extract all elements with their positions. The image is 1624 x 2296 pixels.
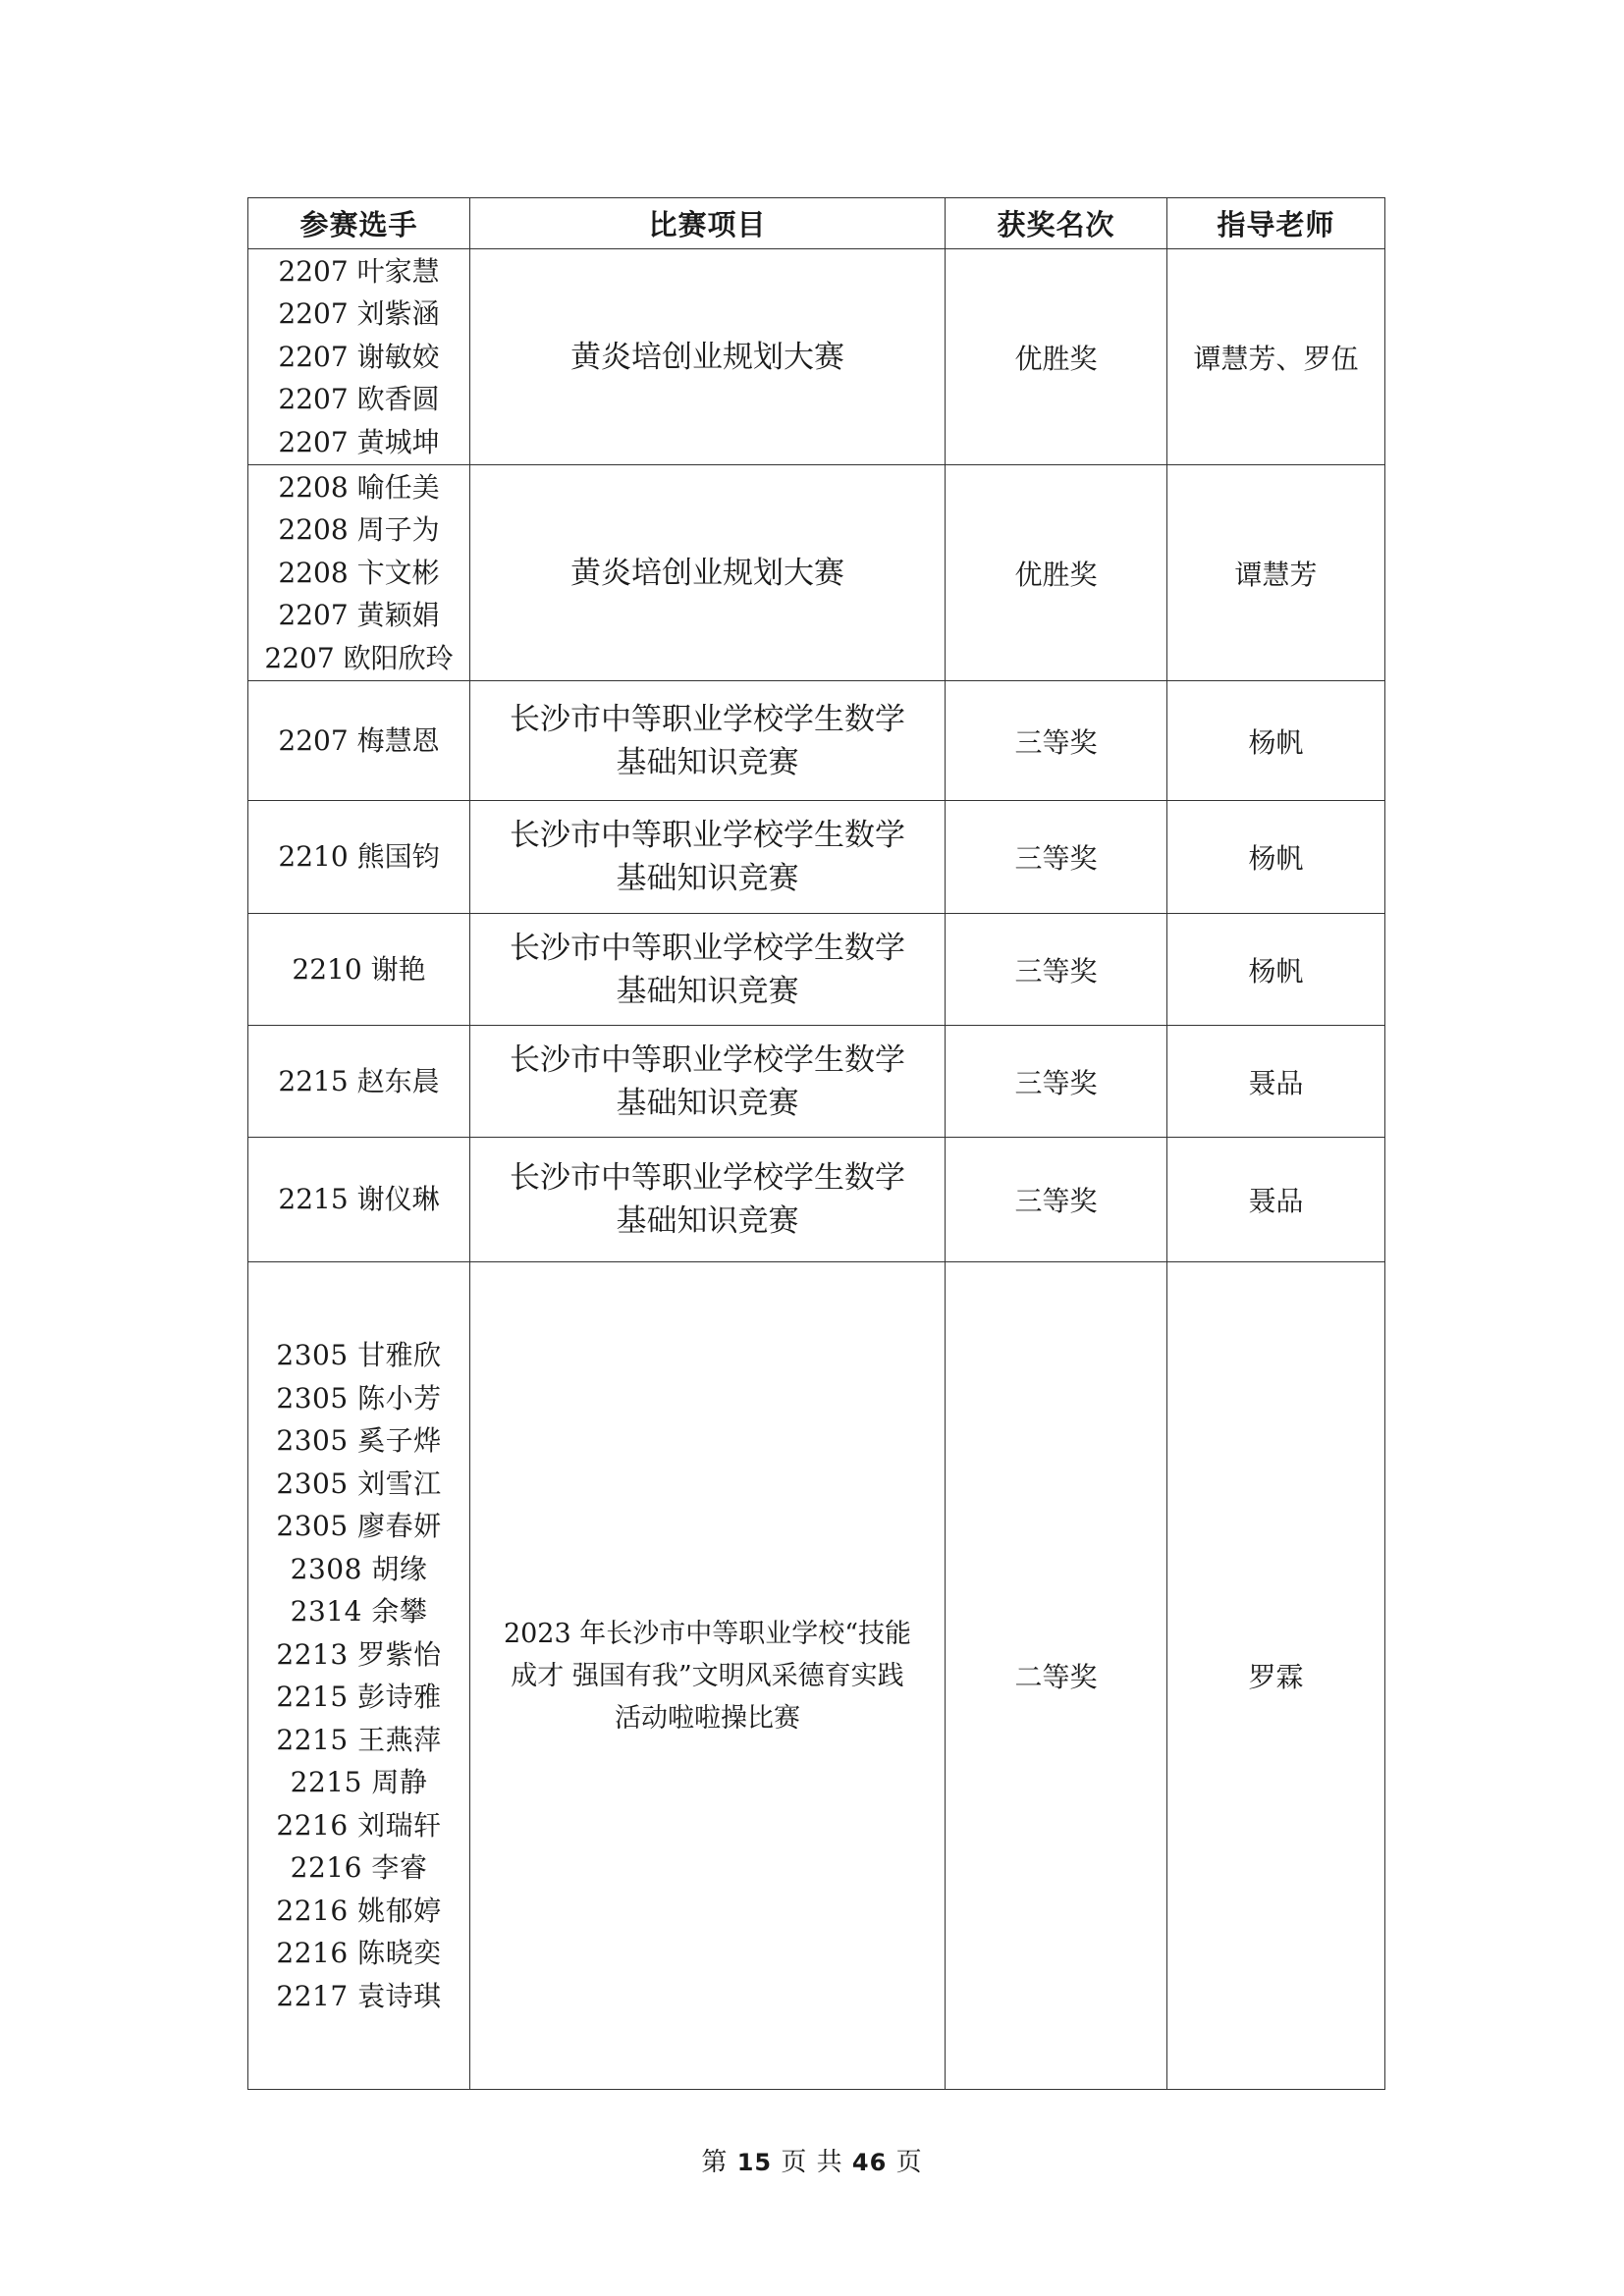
table-row [248,249,1385,465]
participants-cell [248,249,470,465]
participant-name: 2210 熊国钧 [278,840,440,874]
footer-prefix: 第 [701,2148,729,2177]
participant-name: 2216 李睿 [290,1851,428,1884]
project-cell [470,465,946,681]
participant-name: 2305 陈小芳 [276,1381,442,1415]
project-cell [470,1262,946,2090]
participant-name: 2308 胡缘 [290,1552,428,1585]
project-line: 2023 年长沙市中等职业学校“技能 [503,1618,912,1649]
header-participants: 参赛选手 [248,198,470,249]
teacher-cell: 杨帆 [1167,914,1385,1026]
project-line: 基础知识竞赛 [616,744,799,780]
project-cell [470,914,946,1026]
participant-name: 2207 叶家慧 [278,254,440,288]
project-line: 成才 强国有我”文明风采德育实践 [511,1660,904,1691]
participant-name: 2216 陈晓奕 [276,1937,442,1969]
project-line: 活动啦啦操比赛 [615,1702,800,1734]
project-cell [470,801,946,914]
participant-name: 2208 喻任美 [278,470,440,504]
project-line: 基础知识竞赛 [616,1203,799,1239]
project-line: 长沙市中等职业学校学生数学 [510,818,905,853]
page-footer [0,2142,1624,2178]
participants-cell [248,801,470,914]
award-cell: 三等奖 [946,801,1167,914]
table-row [248,1138,1385,1262]
participant-name: 2216 刘瑞轩 [276,1808,442,1842]
participant-name: 2207 谢敏姣 [278,340,440,373]
project-line: 长沙市中等职业学校学生数学 [510,1041,905,1078]
project-cell [470,1026,946,1138]
participant-name: 2207 刘紫涵 [278,297,440,331]
participant-name: 2208 周子为 [278,513,440,547]
table-row [248,801,1385,914]
project-line: 长沙市中等职业学校学生数学 [510,701,905,737]
award-cell: 二等奖 [946,1262,1167,2090]
award-cell: 三等奖 [946,681,1167,801]
table-row [248,465,1385,681]
participant-name: 2215 谢仪琳 [278,1183,440,1216]
participants-cell [248,1026,470,1138]
project-cell [470,681,946,801]
footer-middle: 页 共 [781,2148,843,2177]
participant-name: 2207 黄城坤 [278,425,440,458]
participant-name: 2305 甘雅欣 [276,1339,442,1371]
participant-name: 2210 谢艳 [292,952,426,986]
teacher-cell: 罗霖 [1167,1262,1385,2090]
header-teacher: 指导老师 [1167,198,1385,249]
teacher-cell: 聂品 [1167,1026,1385,1138]
footer-suffix: 页 [895,2148,923,2177]
project-cell [470,1138,946,1262]
project-line: 基础知识竞赛 [616,861,799,896]
participant-name: 2215 彭诗雅 [276,1681,442,1713]
participant-name: 2215 赵东晨 [278,1064,440,1097]
project-line: 基础知识竞赛 [616,1085,799,1121]
teacher-cell: 聂品 [1167,1138,1385,1262]
teacher-cell: 杨帆 [1167,681,1385,801]
participant-name: 2207 欧阳欣玲 [264,641,454,674]
total-pages: 46 [851,2149,888,2176]
table-row [248,681,1385,801]
participant-name: 2213 罗紫怡 [276,1637,442,1671]
project-line: 长沙市中等职业学校学生数学 [510,930,905,966]
project-cell [470,249,946,465]
page-number: 15 [736,2149,773,2176]
award-table [247,197,1385,2090]
participant-name: 2314 余攀 [290,1595,428,1628]
teacher-cell: 谭慧芳、罗伍 [1167,249,1385,465]
participants-cell [248,1138,470,1262]
participant-name: 2305 刘雪江 [276,1467,442,1500]
teacher-cell: 谭慧芳 [1167,465,1385,681]
award-cell: 三等奖 [946,914,1167,1026]
participant-name: 2305 廖春妍 [276,1510,442,1542]
table-row [248,1262,1385,2090]
award-cell: 三等奖 [946,1138,1167,1262]
participant-name: 2208 卞文彬 [278,556,440,589]
project-line: 长沙市中等职业学校学生数学 [510,1160,905,1196]
table-row [248,914,1385,1026]
participants-cell [248,1262,470,2090]
award-cell: 三等奖 [946,1026,1167,1138]
table-row [248,1026,1385,1138]
header-row [248,198,1385,249]
participant-name: 2215 王燕萍 [276,1723,442,1756]
header-award: 获奖名次 [946,198,1167,249]
participant-name: 2207 欧香圆 [278,383,440,416]
participant-name: 2207 黄颖娟 [278,599,440,632]
teacher-cell: 杨帆 [1167,801,1385,914]
header-project: 比赛项目 [470,198,946,249]
project-name: 黄炎培创业规划大赛 [570,339,844,375]
project-line: 基础知识竞赛 [616,973,799,1009]
participant-name: 2305 奚子烨 [276,1424,442,1457]
participant-name: 2216 姚郁婷 [276,1894,442,1927]
participant-name: 2207 梅慧恩 [278,723,440,757]
participants-cell [248,465,470,681]
participants-cell [248,914,470,1026]
participant-name: 2215 周静 [290,1766,428,1798]
participant-name: 2217 袁诗琪 [276,1979,442,2012]
award-cell: 优胜奖 [946,465,1167,681]
project-name: 黄炎培创业规划大赛 [570,555,844,591]
participants-cell [248,681,470,801]
award-cell: 优胜奖 [946,249,1167,465]
